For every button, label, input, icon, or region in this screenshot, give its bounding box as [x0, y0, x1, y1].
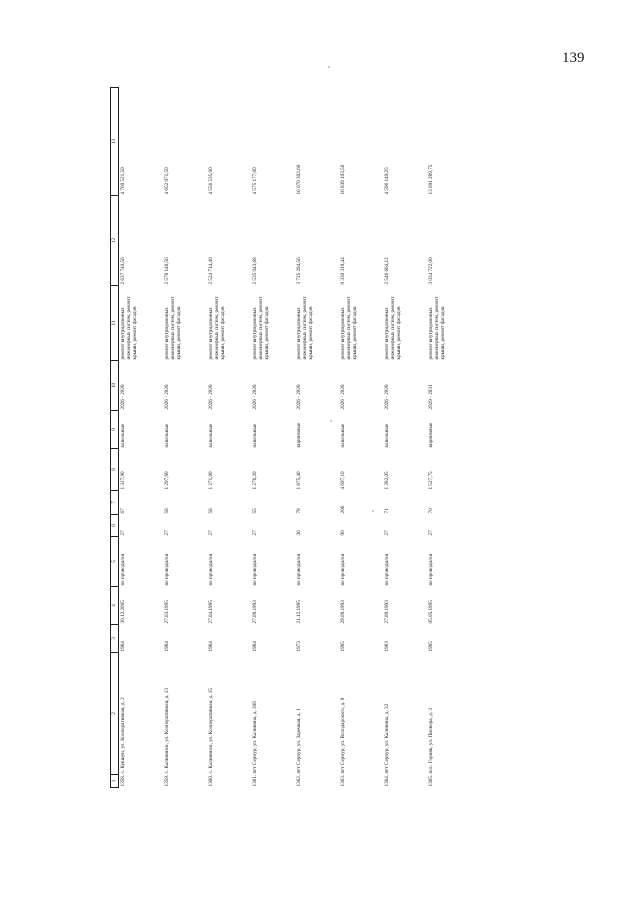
row-number-cell: 1360. [208, 774, 214, 787]
floor-area-cell: 1 271,00 [208, 471, 214, 490]
row-number-cell: 1358. [120, 774, 126, 787]
col-header-8: 8 [111, 449, 119, 491]
apartments-cell: 70 [428, 508, 434, 514]
work-types-cell: ремонт внутридомовых инженерных систем, ремонт крыши, ремонт фасадов [428, 296, 446, 360]
address-cell: пгт Серпур, ул. Калинина, д. 30б [252, 701, 258, 774]
cost-planned-cell: 2 578 148,56 [164, 257, 170, 285]
work-types-cell: ремонт внутридомовых инженерных систем, ремонт крыши, ремонт фасадов [208, 296, 226, 360]
address-cell: с. Кукшун, ул. Кооперативная, д. 2 [120, 697, 126, 774]
privatization-date-cell: 27.04.1995 [208, 600, 214, 624]
wall-material-cell: панельные [340, 423, 346, 448]
floor-area-cell: 1 327,90 [120, 471, 126, 490]
apartments-cell: 58 [208, 508, 214, 514]
cost-total-cell: 4 760 521,50 [120, 167, 126, 195]
cost-planned-cell: 2 524 714,40 [208, 257, 214, 285]
planned-period-cell: 2026 - 2028 [340, 384, 346, 410]
building-type-cell: 90 [340, 530, 346, 536]
table-row [251, 88, 295, 788]
work-types-cell: ремонт внутридомовых инженерных систем, ремонт крыши, ремонт фасадов [384, 296, 402, 360]
planned-period-cell: 2026 - 2028 [208, 384, 214, 410]
work-types-cell: ремонт внутридомовых инженерных систем, ремонт крыши, ремонт фасадов [120, 296, 138, 360]
row-number-cell: 1362. [296, 774, 302, 787]
wall-material-cell: панельные [384, 423, 390, 448]
row-number-cell: 1365. [428, 774, 434, 787]
apartments-cell: 58 [164, 508, 170, 514]
col-header-3: 3 [111, 625, 119, 653]
planned-period-cell: 2026 - 2028 [384, 384, 390, 410]
page-number: 139 [562, 50, 585, 66]
floor-area-cell: 1 875,40 [296, 471, 302, 490]
privatization-date-cell: 05.05.1995 [428, 600, 434, 624]
rotated-table-sheet [110, 88, 570, 788]
floor-area-cell: 1 282,05 [384, 471, 390, 490]
row-number-cell: 1363. [340, 774, 346, 787]
last-repair-cell: не проводился [296, 553, 302, 586]
cost-total-cell: 4 596 149,25 [384, 167, 390, 195]
table-row [427, 88, 471, 788]
address-cell: пгт Серпур, ул. Калинина, д. 32 [384, 703, 390, 774]
col-header-1: 1 [111, 775, 119, 788]
cost-planned-cell: 2 637 740,56 [120, 257, 126, 285]
last-repair-cell: не проводился [384, 553, 390, 586]
last-repair-cell: не проводился [252, 553, 258, 586]
apartments-cell: 71 [384, 508, 390, 514]
table-row [339, 88, 383, 788]
col-header-10: 10 [111, 361, 119, 411]
privatization-date-cell: 27.09.1993 [252, 600, 258, 624]
table-row [119, 88, 164, 788]
table-row [207, 88, 251, 788]
work-types-cell: ремонт внутридомовых инженерных систем, ремонт крыши, ремонт фасадов [340, 296, 358, 360]
col-header-6: 6 [111, 515, 119, 537]
scan-speck [330, 420, 332, 422]
cost-total-cell: 16 839 103,50 [340, 164, 346, 195]
planned-period-cell: 2026 - 2028 [296, 384, 302, 410]
wall-material-cell: панельные [120, 423, 126, 448]
apartments-cell: 206 [340, 505, 346, 514]
cost-planned-cell: 3 725 294,56 [296, 257, 302, 285]
floor-area-cell: 1 276,20 [252, 471, 258, 490]
floor-area-cell: 1 297,90 [164, 471, 170, 490]
year-built-cell: 1984 [120, 641, 126, 652]
table-row [295, 88, 339, 788]
planned-period-cell: 2026 - 2028 [120, 384, 126, 410]
col-header-11: 11 [111, 286, 119, 361]
year-built-cell: 1985 [428, 641, 434, 652]
apartments-cell: 67 [120, 508, 126, 514]
apartments-cell: 78 [296, 508, 302, 514]
row-number-cell: 1364. [384, 774, 390, 787]
year-built-cell: 1973 [296, 641, 302, 652]
privatization-date-cell: 21.12.1995 [296, 600, 302, 624]
work-types-cell: ремонт внутридомовых инженерных систем, ремонт крыши, ремонт фасадов [296, 296, 314, 360]
column-number-row [111, 88, 119, 788]
cost-total-cell: 4 556 535,00 [208, 167, 214, 195]
building-type-cell: 27 [120, 530, 126, 536]
wall-material-cell: панельные [252, 423, 258, 448]
row-number-cell: 1359. [164, 774, 170, 787]
scan-speck [372, 510, 374, 512]
privatization-date-cell: 30.12.2005 [120, 600, 126, 624]
building-type-cell: 27 [428, 530, 434, 536]
address-cell: пгт Серпур, ул. Заречная, д. 1 [296, 708, 302, 774]
work-types-cell: ремонт внутридомовых инженерных систем, ремонт крыши, ремонт фасадов [252, 296, 270, 360]
col-header-9: 9 [111, 411, 119, 449]
col-header-12: 12 [111, 196, 119, 286]
year-built-cell: 1984 [252, 641, 258, 652]
building-type-cell: 27 [164, 530, 170, 536]
cost-planned-cell: 9 330 319,44 [340, 257, 346, 285]
planned-period-cell: 2029 - 2031 [428, 384, 434, 410]
col-header-5: 5 [111, 537, 119, 587]
address-cell: с. Калининск, ул. Кооперативная, д. 15 [208, 688, 214, 774]
address-cell: пос. Горняк, ул. Пионера, д. 3 [428, 708, 434, 774]
last-repair-cell: не проводился [208, 553, 214, 586]
floor-area-cell: 4 697,10 [340, 471, 346, 490]
year-built-cell: 1984 [208, 641, 214, 652]
scan-speck [328, 66, 330, 68]
address-cell: с. Калининск, ул. Кооперативная, д. 13 [164, 688, 170, 774]
work-types-cell: ремонт внутридомовых инженерных систем, ремонт крыши, ремонт фасадов [164, 296, 182, 360]
row-number-cell: 1361. [252, 774, 258, 787]
cost-planned-cell: 2 535 043,68 [252, 257, 258, 285]
table-row [163, 88, 207, 788]
address-cell: пгт Серпур, ул. Володарского, д. 9 [340, 697, 346, 774]
table-row [383, 88, 427, 788]
last-repair-cell: не проводился [120, 553, 126, 586]
cost-total-cell: 4 575 177,00 [252, 167, 258, 195]
cost-planned-cell: 2 546 664,12 [384, 257, 390, 285]
year-built-cell: 1983 [384, 641, 390, 652]
cost-total-cell: 16 070 302,60 [296, 164, 302, 195]
planned-period-cell: 2026 - 2028 [252, 384, 258, 410]
wall-material-cell: панельные [164, 423, 170, 448]
floor-area-cell: 1 527,75 [428, 471, 434, 490]
col-header-13: 13 [111, 88, 119, 196]
building-type-cell: 27 [252, 530, 258, 536]
wall-material-cell: кирпичные [296, 422, 302, 448]
planned-period-cell: 2026 - 2028 [164, 384, 170, 410]
year-built-cell: 1984 [164, 641, 170, 652]
col-header-4: 4 [111, 587, 119, 625]
col-header-7: 7 [111, 491, 119, 515]
year-built-cell: 1985 [340, 641, 346, 652]
cost-total-cell: 4 652 971,50 [164, 167, 170, 195]
privatization-date-cell: 27.03.1995 [164, 600, 170, 624]
building-type-cell: 27 [208, 530, 214, 536]
housing-repair-table [110, 87, 471, 788]
last-repair-cell: не проводился [340, 553, 346, 586]
cost-total-cell: 13 091 289,75 [428, 164, 434, 195]
apartments-cell: 55 [252, 508, 258, 514]
col-header-2: 2 [111, 653, 119, 775]
building-type-cell: 27 [384, 530, 390, 536]
wall-material-cell: панельные [208, 423, 214, 448]
privatization-date-cell: 29.09.1993 [340, 600, 346, 624]
last-repair-cell: не проводился [428, 553, 434, 586]
privatization-date-cell: 27.09.1993 [384, 600, 390, 624]
wall-material-cell: кирпичные [428, 422, 434, 448]
building-type-cell: 36 [296, 530, 302, 536]
cost-planned-cell: 3 034 722,00 [428, 257, 434, 285]
last-repair-cell: не проводился [164, 553, 170, 586]
